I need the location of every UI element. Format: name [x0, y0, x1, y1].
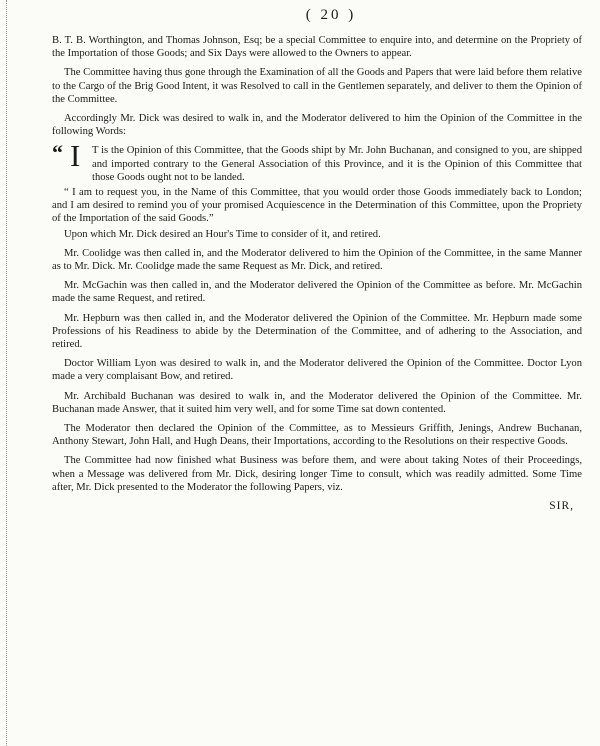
quote-text: T is the Opinion of this Committee, that the Goods shipt by Mr. John Buchanan, and consigned to you, are shipped and imported contrary to the General Association of this Province, and it is the Opinion of this Committee that those Goods ought not to be landed.	[92, 145, 582, 183]
paragraph-3: Accordingly Mr. Dick was desired to walk in, and the Moderator delivered to him the Opinion of the Committee in the following Words:	[52, 113, 582, 138]
paragraph-4: Upon which Mr. Dick desired an Hour's Time to consider of it, and retired.	[64, 228, 381, 240]
page-number: ( 20 )	[305, 7, 357, 23]
paragraph-5: Mr. Coolidge was then called in, and the Moderator delivered to him the Opinion of the Committee, in the same Manner as to Mr. Dick. Mr. Coolidge made the same Request as Mr. Dick, and retired.	[52, 247, 582, 273]
paragraph-6: Mr. McGachin was then called in, and the Moderator delivered the Opinion of the Committee as before. Mr. McGachin made the same Request, and retired.	[52, 280, 582, 305]
open-quote-mark: “	[52, 140, 63, 166]
opinion-quote	[52, 138, 582, 184]
paragraph-11: The Committee had now finished what Business was before them, and were about taking Notes of their Proceedings, when a Message was delivered from Mr. Dick, desiring longer Time to consult, which was readily admitted. Some Time after, Mr. Dick presented to the Moderator the following Papers, viz.	[52, 455, 582, 493]
paragraph-1: B. T. B. Worthington, and Thomas Johnson, Esq; be a special Committee to enquire into, and determine on the Propriety of the Importation of those Goods; and Six Days were allowed to the Owners to appear.	[52, 35, 582, 60]
drop-cap: I	[70, 138, 81, 174]
paragraph-9: Mr. Archibald Buchanan was desired to walk in, and the Moderator delivered the Opinion of the Committee. Mr. Buchanan made Answer, that it suited him very well, and for some Time sat down contented.	[52, 390, 582, 415]
quote-paragraph-2: “ I am to request you, in the Name of this Committee, that you would order those Goods immediately back to London; and I am desired to remind you of your promised Acquiescence in the Determination of this Committee, upon the Propriety of the Importation of the said Goods.”	[52, 187, 582, 225]
paragraph-7: Mr. Hepburn was then called in, and the Moderator delivered the Opinion of the Committee. Mr. Hepburn made some Professions of his Readiness to abide by the Determination of the Committee, and of adhering to the Association, and retired.	[52, 312, 582, 351]
paragraph-2: The Committee having thus gone through the Examination of all the Goods and Papers that were laid before them relative to the Cargo of the Brig Good Intent, it was Resolved to call in the Gentlemen separately, and deliver to them the Opinion of the Committee.	[52, 67, 582, 105]
paragraph-8: Doctor William Lyon was desired to walk in, and the Moderator delivered the Opinion of the Committee. Doctor Lyon made a very complaisant Bow, and retired.	[52, 358, 582, 383]
page-edge	[6, 0, 10, 746]
catchword: SIR,	[549, 500, 574, 513]
document-page	[52, 6, 582, 513]
paragraph-10: The Moderator then declared the Opinion of the Committee, as to Messieurs Griffith, Jenings, Andrew Buchanan, Anthony Stewart, John Hall, and Hugh Deans, their Importations, according to the Resolutions on their respective Goods.	[52, 423, 582, 448]
